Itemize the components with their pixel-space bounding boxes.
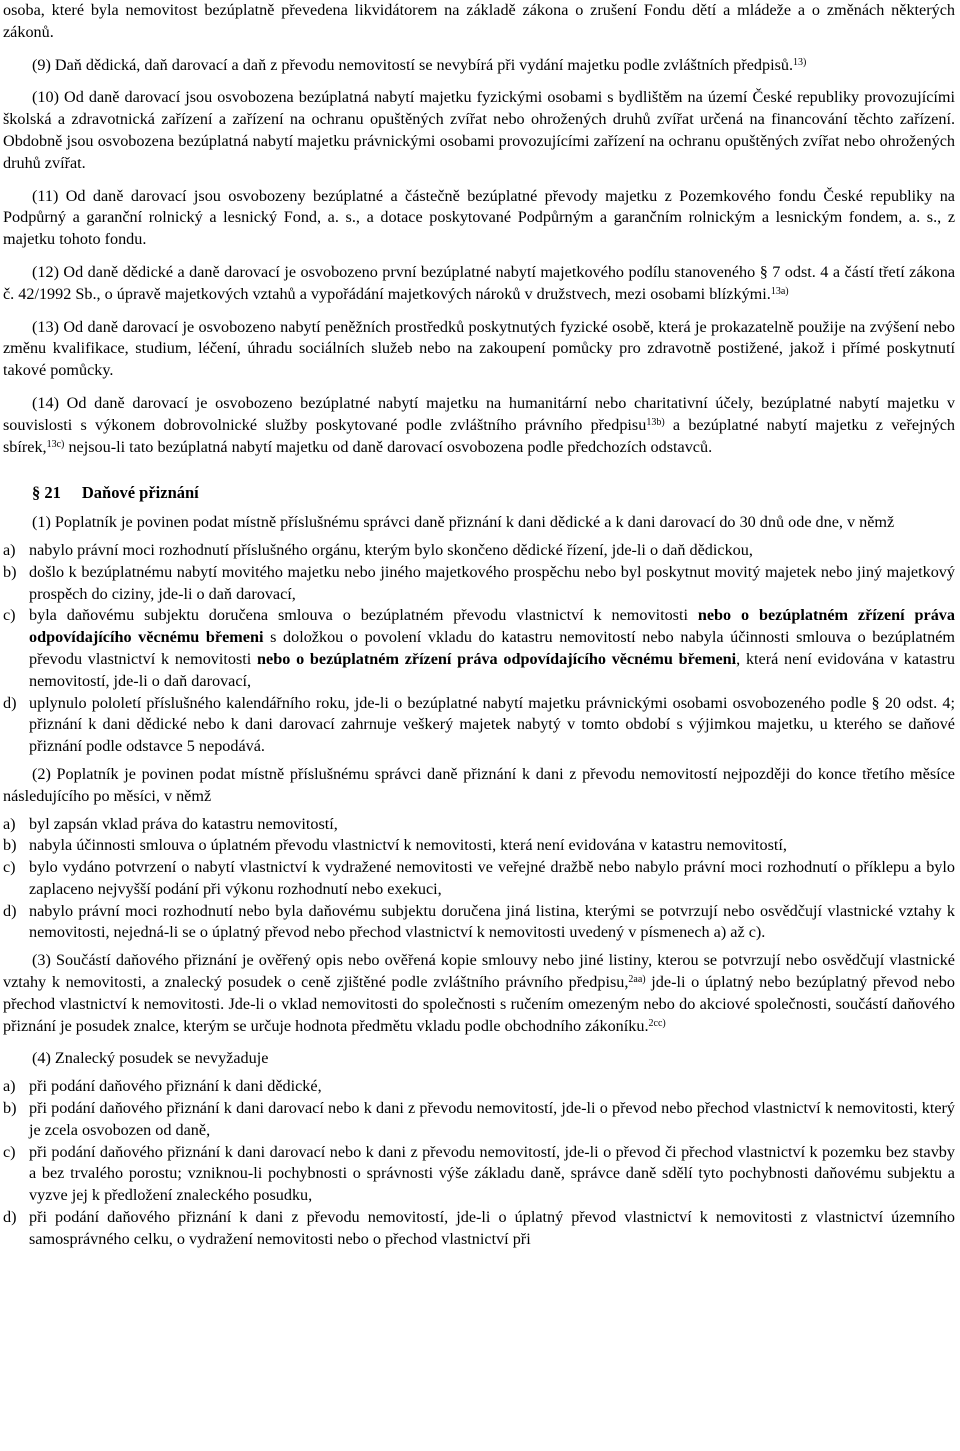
list-item — [3, 901, 955, 945]
list-item-label: a) — [3, 814, 16, 833]
footnote-ref: 13c) — [46, 438, 65, 450]
paragraph-9-text: (9) Daň dědická, daň darovací a daň z převodu nemovitostí se nevybírá při vydání majetku podle zvláštních předpisů. — [32, 55, 794, 74]
list-item — [3, 605, 955, 692]
paragraph-9 — [3, 55, 955, 77]
list-item-label: d) — [3, 1208, 17, 1227]
section-1-intro: (1) Poplatník je povinen podat místně příslušnému správci daně přiznání k dani dědické a k dani darovací do 30 dnů ode dne, v němž — [32, 513, 895, 532]
list-item — [3, 693, 955, 758]
section-3-text-b: jde-li o úplatný nebo bezúplatný převod nebo přechod vlastnictví k nemovitosti. Jde-li o vklad nemovitosti do společnosti s ručením omezeným nebo do akciové společnosti, součástí daňového přiznání je posudek znalce, kterým se určuje hodnota předmětu vkladu podle obchodního zákoníku. — [3, 973, 955, 1035]
section-1-list — [3, 540, 955, 758]
paragraph-continuation: osoba, které byla nemovitost bezúplatně převedena likvidátorem na základě zákona o zrušení Fondu dětí a mládeže a o změnách některých zákonů. — [3, 1, 955, 41]
list-item — [3, 1207, 955, 1251]
list-item-label: d) — [3, 693, 17, 712]
section-3-text-a: (3) Součástí daňového přiznání je ověřený opis nebo ověřená kopie smlouvy nebo jiné listiny, kterou se potvrzují nebo osvědčují vlastnické vztahy k nemovitosti, a znalecký posudek o ceně zjištěné podle zvláštního právního předpisu, — [3, 951, 955, 992]
section-heading — [3, 482, 955, 504]
list-item — [3, 835, 955, 857]
paragraph-10: (10) Od daně darovací jsou osvobozena bezúplatná nabytí majetku fyzickými osobami s bydlištěm na území České republiky provozujícími školská a zdravotnická zařízení a zařízení na ochranu opuštěných zvířat nebo ohrožených druhů zvířat určená na financování těchto zařízení. Obdobně jsou osvobozena bezúplatná nabytí majetku právnickými osobami provozujícími zařízení na ochranu opuštěných zvířat nebo ohrožených druhů zvířat. — [3, 88, 955, 172]
list-item — [3, 857, 955, 901]
list-item-text: při podání daňového přiznání k dani z převodu nemovitostí, jde-li o úplatný převod vlastnictví k nemovitosti z vlastnictví územního samosprávného celku, o vydražení nemovitosti nebo o přechod vlastnictví při — [29, 1208, 955, 1248]
list-item-text: při podání daňového přiznání k dani dědické, — [29, 1077, 322, 1096]
list-item-label: c) — [3, 606, 16, 625]
list-item-label: a) — [3, 1077, 16, 1096]
list-item-label: b) — [3, 836, 17, 855]
footnote-ref: 13) — [793, 56, 807, 68]
list-item — [3, 1142, 955, 1207]
list-item — [3, 814, 955, 836]
footnote-ref: 2aa) — [628, 974, 646, 986]
paragraph-12-text: (12) Od daně dědické a daně darovací je osvobozeno první bezúplatné nabytí majetkového podílu stanoveného § 7 odst. 4 a částí třetí zákona č. 42/1992 Sb., o úpravě majetkových vztahů a vypořádání majetkových nároků v družstvech, mezi osobami blízkými. — [3, 262, 955, 303]
list-item-text-part: byla daňovému subjektu doručena smlouva o bezúplatném převodu vlastnictví k nemovitosti — [29, 606, 698, 625]
list-item-text: nabylo právní moci rozhodnutí nebo byla daňovému subjektu doručena jiná listina, kterými se potvrzují nebo osvědčují vlastnické vztahy k nemovitosti, nejedná-li se o úplatný převod nebo přechod vlastnictví k nemovitosti uvedený v písmenech a) až c). — [29, 901, 955, 942]
section-3 — [3, 950, 955, 1037]
list-item-text: byl zapsán vklad práva do katastru nemovitostí, — [29, 814, 338, 833]
paragraph-13: (13) Od daně darovací je osvobozeno nabytí peněžních prostředků poskytnutých fyzické osobě, která je prokazatelně použije na zvýšení nebo změnu kvalifikace, studium, léčení, úhradu sociálních služeb nebo na zakoupení pomůcky pro zdravotně postižené, jakož i přímé poskytnutí takové pomůcky. — [3, 317, 955, 380]
list-item-label: a) — [3, 540, 16, 559]
list-item-text: bylo vydáno potvrzení o nabytí vlastnictví k vydražené nemovitosti ve veřejné dražbě nebo nabylo právní moci rozhodnutí o příklepu a bylo zaplaceno nejvyšší podání při výkonu rozhodnutí nebo exekuci, — [29, 858, 955, 898]
list-item-label: c) — [3, 858, 16, 877]
list-item-text: při podání daňového přiznání k dani darovací nebo k dani z převodu nemovitostí, jde-li o převod nebo přechod vlastnictví k nemovitosti, který je zcela osvobozen od daně, — [29, 1099, 955, 1139]
list-item-text-part: , která není evidována v katastru nemovitostí, jde-li o daň darovací, — [29, 649, 956, 690]
section-2-list — [3, 814, 955, 945]
list-item-label: b) — [3, 562, 17, 581]
paragraph-11: (11) Od daně darovací jsou osvobozeny bezúplatné a částečně bezúplatné převody majetku z Pozemkového fondu České republiky na Podpůrný a garanční rolnický a lesnický Fond, a. s., a dotace poskytované Podpůrným a garančním rolnickým a lesnickým fondem, a. s., z majetku tohoto fondu. — [3, 186, 955, 249]
list-item-text-part: s doložkou o povolení vkladu do katastru nemovitostí nebo nabyla účinnosti smlouva o bezúplatném převodu vlastnictví k nemovitosti — [29, 628, 955, 668]
list-item-text — [29, 605, 955, 692]
list-item — [3, 562, 955, 606]
list-item-label: b) — [3, 1099, 17, 1118]
list-item — [3, 1076, 955, 1098]
section-2-intro: (2) Poplatník je povinen podat místně příslušnému správci daně přiznání k dani z převodu nemovitostí nejpozději do konce třetího měsíce následujícího po měsíci, v němž — [3, 764, 955, 805]
paragraph-14-text-c: nejsou-li tato bezúplatná nabytí majetku od daně darovací osvobozena podle předchozích odstavců. — [64, 437, 713, 456]
section-4-list — [3, 1076, 955, 1250]
section-4-intro: (4) Znalecký posudek se nevyžaduje — [32, 1049, 269, 1068]
section-title: Daňové přiznání — [81, 483, 199, 503]
footnote-ref: 2cc) — [648, 1017, 666, 1029]
emphasis-text: nebo o bezúplatném zřízení práva odpovídajícího věcnému břemeni — [29, 606, 955, 647]
list-item — [3, 540, 955, 562]
list-item-label: d) — [3, 901, 17, 920]
paragraph-14 — [3, 393, 955, 458]
paragraph-14-text-a: (14) Od daně darovací je osvobozeno bezúplatné nabytí majetku na humanitární nebo charitativní účely, bezúplatné nabytí majetku v souvislosti s výkonem dobrovolnické služby poskytované podle zvláštního právního předpisu — [3, 393, 955, 434]
list-item-label: c) — [3, 1142, 16, 1161]
footnote-ref: 13b) — [646, 416, 665, 428]
section-number: § 21 — [32, 483, 61, 503]
paragraph-14-text-b: a bezúplatné nabytí majetku z veřejných sbírek, — [3, 415, 955, 456]
paragraph-12 — [3, 262, 955, 306]
list-item-text: uplynulo pololetí příslušného kalendářního roku, jde-li o bezúplatné nabytí majetku právnickými osobami osvobozeného podle § 20 odst. 4; přiznání k dani dědické nebo k dani darovací zahrnuje veškerý majetek nabytý v tomto období s výjimkou majetku, u kterého se daňové přiznání podle odstavce 5 nepodává. — [29, 693, 955, 756]
list-item-text: při podání daňového přiznání k dani darovací nebo k dani z převodu nemovitostí, jde-li o převod či přechod vlastnictví k pozemku bez stavby a bez trvalého porostu; vzniknou-li pochybnosti o správnosti výše základu daně, správce daně sdělí tyto pochybnosti daňovému subjektu a vyzve jej k předložení znaleckého posudku, — [29, 1142, 955, 1205]
list-item-text: nabylo právní moci rozhodnutí příslušného orgánu, kterým bylo skončeno dědické řízení, jde-li o daň dědickou, — [29, 540, 753, 559]
footnote-ref: 13a) — [770, 285, 789, 297]
list-item-text: došlo k bezúplatnému nabytí movitého majetku nebo jiného majetkového prospěchu nebo byl poskytnut movitý majetek nebo jiný majetkový prospěch do ciziny, jde-li o daň darovací, — [29, 562, 955, 603]
emphasis-text: nebo o bezúplatném zřízení práva odpovídajícího věcnému břemeni — [257, 649, 737, 668]
list-item-text: nabyla účinnosti smlouva o úplatném převodu vlastnictví k nemovitosti, která není evidována v katastru nemovitostí, — [29, 836, 787, 855]
list-item — [3, 1098, 955, 1142]
